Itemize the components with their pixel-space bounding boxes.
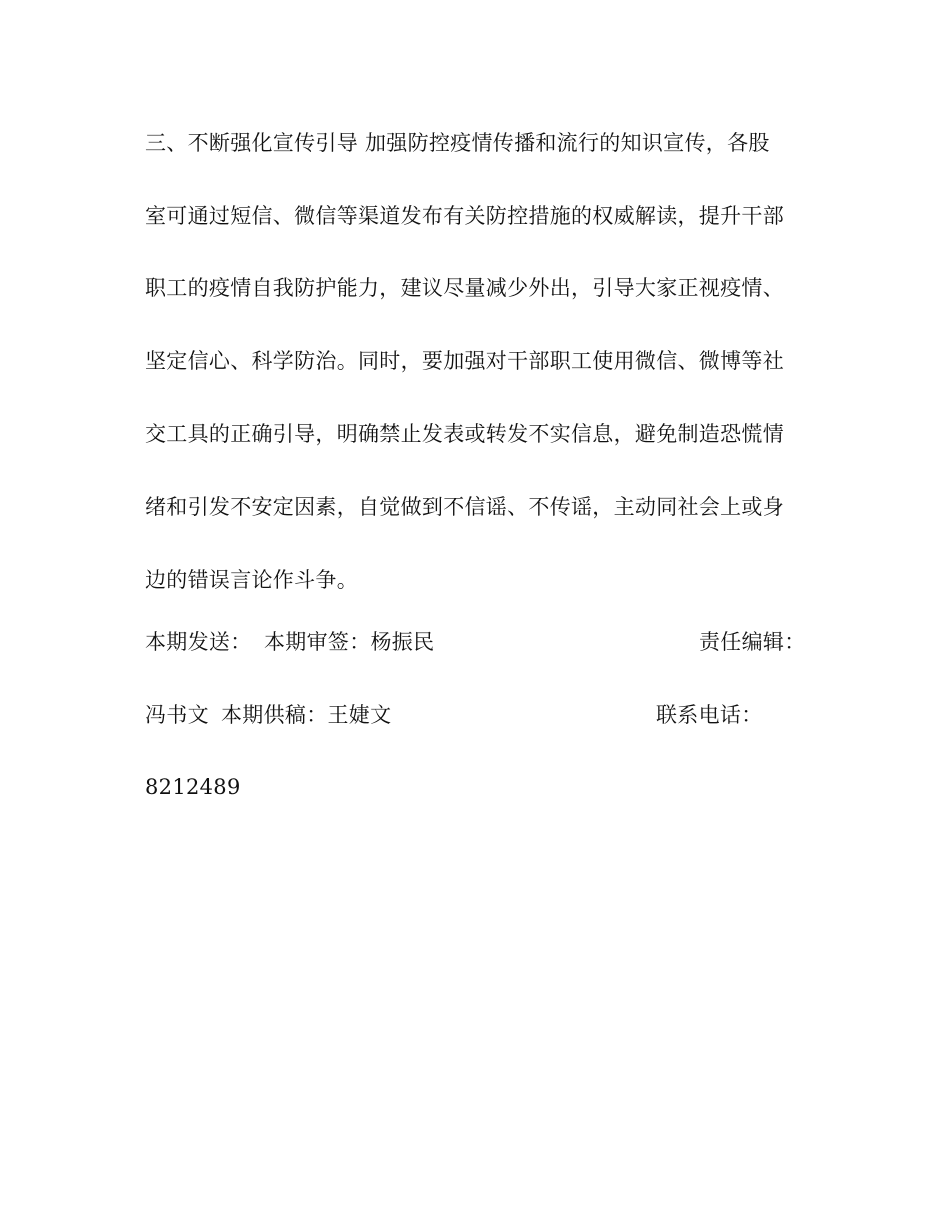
send-label: 本期发送： [145, 630, 252, 654]
body-text-line: 室可通过短信、微信等渠道发布有关防控措施的权威解读，提升干部 [145, 204, 784, 228]
contributor-text: 本期供稿：王婕文 [221, 703, 392, 727]
body-text-line: 坚定信心、科学防治。同时，要加强对干部职工使用微信、微博等社 [145, 349, 784, 373]
phone-number: 8212489 [145, 775, 241, 799]
body-text-line: 职工的疫情自我防护能力，建议尽量减少外出，引导大家正视疫情、 [145, 276, 784, 300]
body-text-line: 绪和引发不安定因素，自觉做到不信谣、不传谣，主动同社会上或身 [145, 495, 784, 519]
review-text: 本期审签：杨振民 [264, 630, 435, 654]
body-text-line: 交工具的正确引导，明确禁止发表或转发不实信息，避免制造恐慌情 [145, 422, 784, 446]
editor-label: 责任编辑： [699, 630, 806, 654]
editor-name: 冯书文 [145, 703, 209, 727]
body-text-line: 三、不断强化宣传引导 加强防控疫情传播和流行的知识宣传，各股 [145, 131, 770, 155]
body-text-line: 边的错误言论作斗争。 [145, 568, 358, 592]
phone-label: 联系电话： [656, 703, 763, 727]
